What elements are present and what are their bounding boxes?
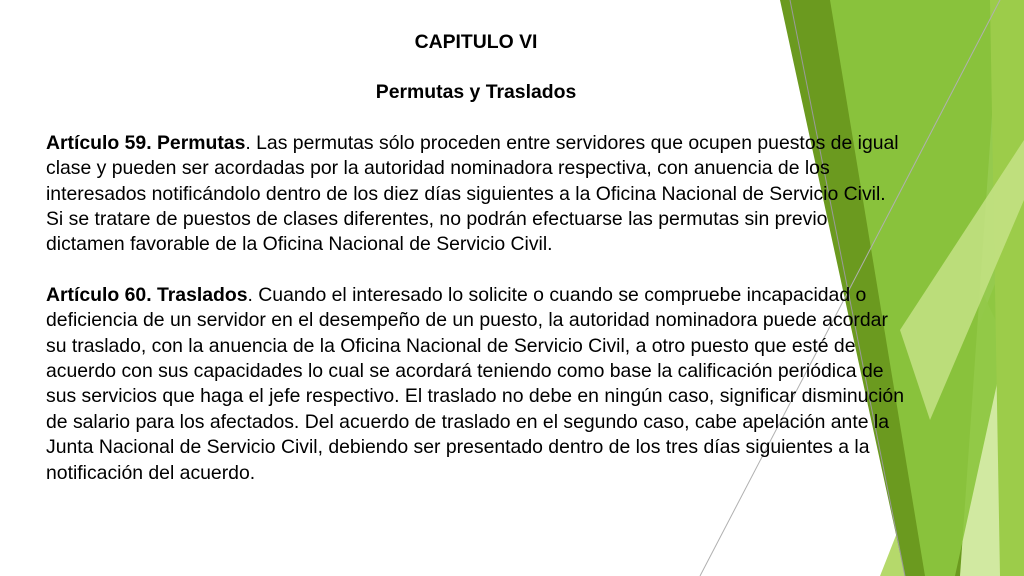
article-60-paragraph (46, 283, 906, 486)
article-60-text: . Cuando el interesado lo solicite o cuando se compruebe incapacidad o deficiencia de un servidor en el desempeño de un puesto, la autoridad nominadora puede acordar su traslado, con la anuencia de la Oficina Nacional de Servicio Civil, a otro puesto que esté de acuerdo con sus capacidades lo cual se acordará teniendo como base la calificación periódica de sus servicios que haga el jefe respectivo. El traslado no debe en ningún caso, significar disminución de salario para los afectados. Del acuerdo de traslado en el segundo caso, cabe apelación ante la Junta Nacional de Servicio Civil, debiendo ser presentado dentro de los tres días siguientes a la notificación del acuerdo. (46, 283, 904, 484)
chapter-heading: CAPITULO VI (414, 31, 538, 53)
slide-content (46, 30, 906, 486)
section-title: Permutas y Traslados (375, 81, 577, 104)
article-60-label: Artículo 60. Traslados (46, 283, 248, 306)
article-59-text: . Las permutas sólo proceden entre servidores que ocupen puestos de igual clase y pueden ser acordadas por la autoridad nominadora respectiva, con anuencia de los interesados notificándolo dentro de los diez días siguientes a la Oficina Nacional de Servicio Civil. Si se tratare de puestos de clases diferentes, no podrán efectuarse las permutas sin previo dictamen favorable de la Oficina Nacional de Servicio Civil. (46, 131, 899, 256)
article-59-label: Artículo 59. Permutas (46, 131, 246, 154)
article-59-paragraph (46, 131, 906, 258)
